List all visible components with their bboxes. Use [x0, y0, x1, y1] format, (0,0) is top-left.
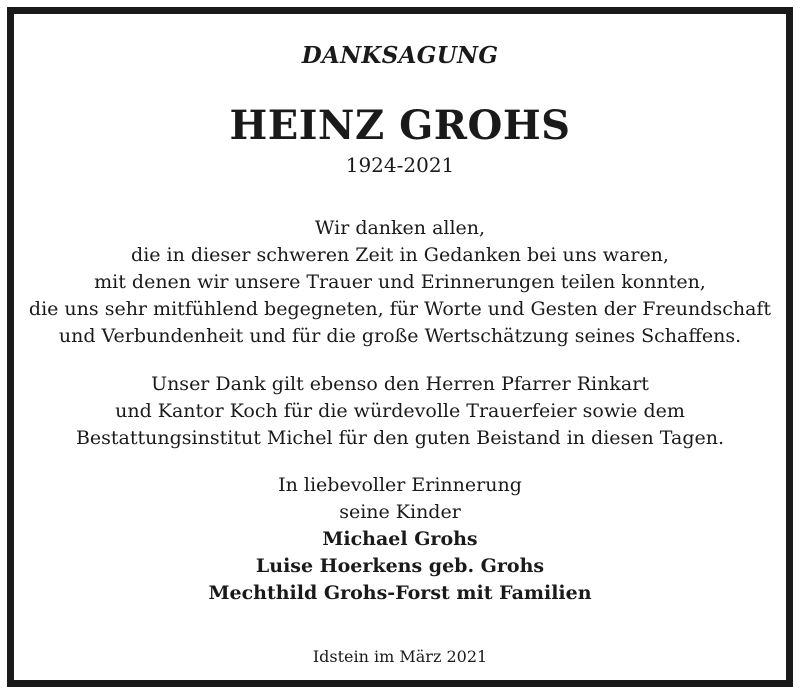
notice-heading: DANKSAGUNG — [301, 42, 499, 69]
life-years: 1924-2021 — [345, 153, 455, 177]
closing-block — [14, 472, 786, 607]
place-date: Idstein im März 2021 — [312, 647, 488, 666]
paragraph-line: Bestattungsinstitut Michel für den guten Beistand in diesen Tagen. — [75, 427, 725, 449]
paragraph-line: die uns sehr mitfühlend begegneten, für Worte und Gesten der Freundschaft — [28, 298, 772, 320]
thanks-paragraph — [14, 215, 786, 350]
paragraph-line: Unser Dank gilt ebenso den Herren Pfarrer Rinkart — [151, 373, 649, 395]
closing-line: In liebevoller Erinnerung — [278, 474, 522, 496]
signatory-name: Michael Grohs — [322, 528, 478, 550]
special-thanks-paragraph — [14, 371, 786, 452]
paragraph-line: die in dieser schweren Zeit in Gedanken bei uns waren, — [131, 244, 669, 266]
paragraph-line: und Verbundenheit und für die große Wertschätzung seines Schaffens. — [58, 325, 742, 347]
notice-frame — [7, 7, 793, 687]
paragraph-line: mit denen wir unsere Trauer und Erinnerungen teilen konnten, — [94, 271, 706, 293]
paragraph-line: Wir danken allen, — [314, 217, 486, 239]
signatory-name: Luise Hoerkens geb. Grohs — [255, 555, 545, 577]
paragraph-line: und Kantor Koch für die würdevolle Trauerfeier sowie dem — [115, 400, 685, 422]
closing-line: seine Kinder — [339, 501, 461, 523]
deceased-name: HEINZ GROHS — [229, 102, 571, 149]
signatory-name: Mechthild Grohs-Forst mit Familien — [208, 582, 592, 604]
